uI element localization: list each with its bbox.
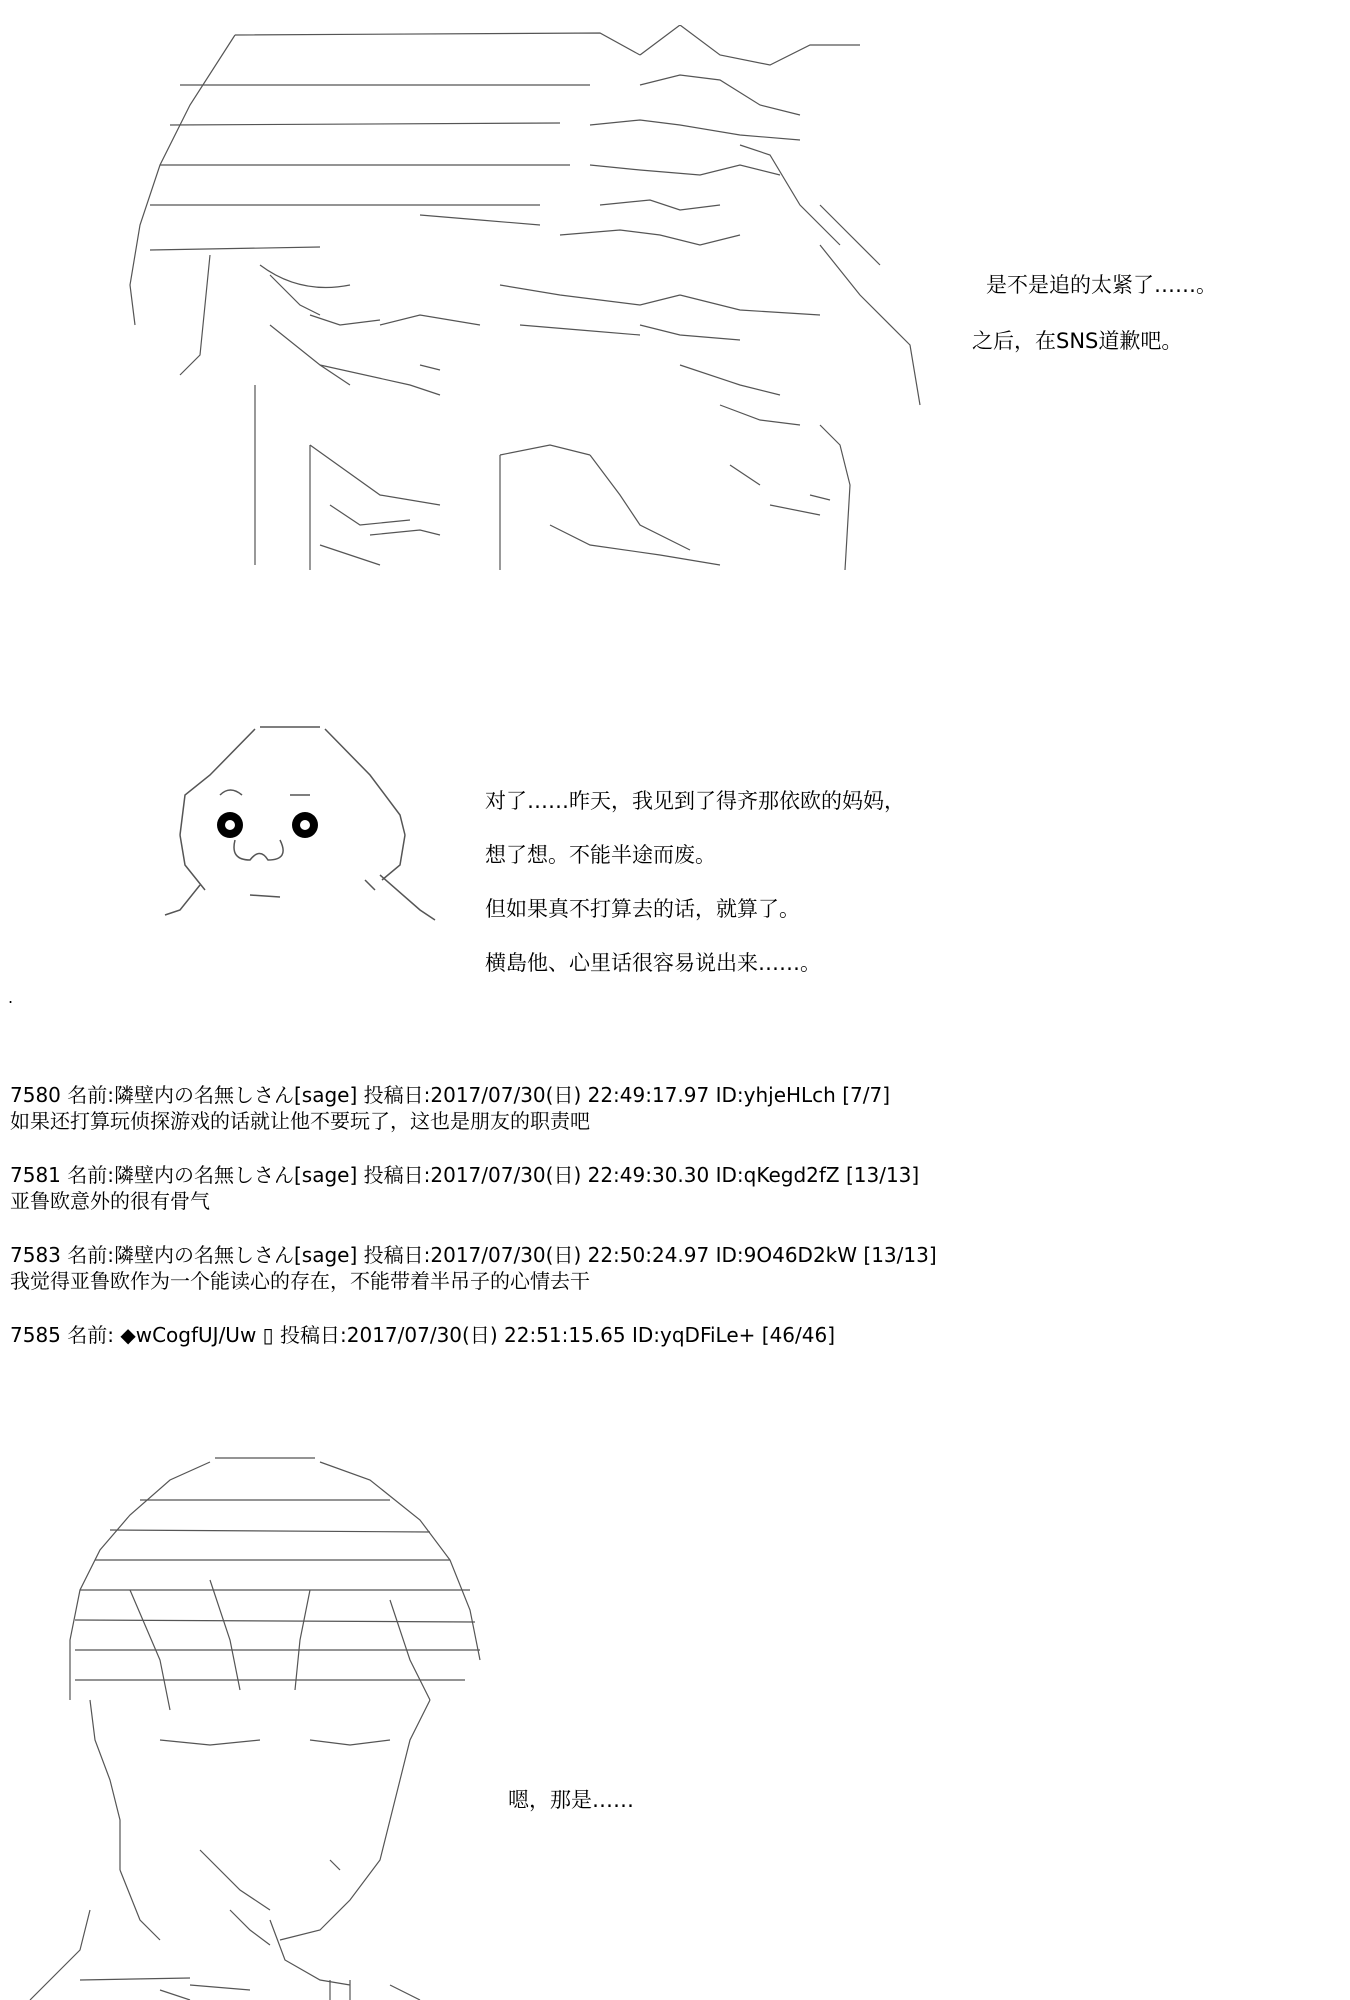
thread-posts (10, 1082, 1310, 1376)
post-body: 亚鲁欧意外的很有骨气 (10, 1189, 210, 1213)
post-header: 7581 名前:隣壁内の名無しさん[sage] 投稿日:2017/07/30(日) 22:49:30.30 ID:qKegd2fZ [13/13] (10, 1163, 920, 1187)
post-header: 7583 名前:隣壁内の名無しさん[sage] 投稿日:2017/07/30(日) 22:50:24.97 ID:9O46D2kW [13/13] (10, 1243, 937, 1267)
dialogue-panel-3-line-1: 嗯，那是…… (508, 1788, 634, 1812)
dialogue-panel-2-line-1: 对了……昨天，我见到了得齐那依欧的妈妈， (485, 789, 905, 813)
dialogue-panel-1-line-1: 是不是追的太紧了……。 (986, 273, 1217, 297)
dialogue-panel-2-line-2: 想了想。不能半途而废。 (485, 843, 716, 867)
post-7585 (10, 1322, 1310, 1348)
post-body: 如果还打算玩侦探游戏的话就让他不要玩了，这也是朋友的职责吧 (10, 1109, 590, 1133)
stray-dot: . (8, 988, 14, 1007)
ascii-art-panel-1 (120, 25, 940, 575)
post-7581 (10, 1162, 1310, 1214)
post-header: 7585 名前: ◆wCogfUJ/Uw ▯ 投稿日:2017/07/30(日) 22:51:15.65 ID:yqDFiLe+ [46/46] (10, 1323, 836, 1347)
post-7580 (10, 1082, 1310, 1134)
post-header: 7580 名前:隣壁内の名無しさん[sage] 投稿日:2017/07/30(日) 22:49:17.97 ID:yhjeHLch [7/7] (10, 1083, 891, 1107)
dialogue-panel-2-line-3: 但如果真不打算去的话，就算了。 (485, 897, 800, 921)
post-7583 (10, 1242, 1310, 1294)
dialogue-panel-2-line-4: 横島他、心里话很容易说出来……。 (485, 951, 821, 975)
dialogue-panel-1-line-2: 之后，在SNS道歉吧。 (972, 329, 1183, 353)
post-body: 我觉得亚鲁欧作为一个能读心的存在，不能带着半吊子的心情去干 (10, 1269, 590, 1293)
ascii-art-panel-2 (150, 715, 450, 935)
ascii-art-panel-3 (10, 1440, 530, 2000)
yaruo-face-art (150, 715, 450, 935)
ascii-art-character-3 (10, 1440, 530, 2000)
ascii-art-characters-1 (120, 25, 940, 575)
dialogue-panel-2 (485, 774, 905, 990)
